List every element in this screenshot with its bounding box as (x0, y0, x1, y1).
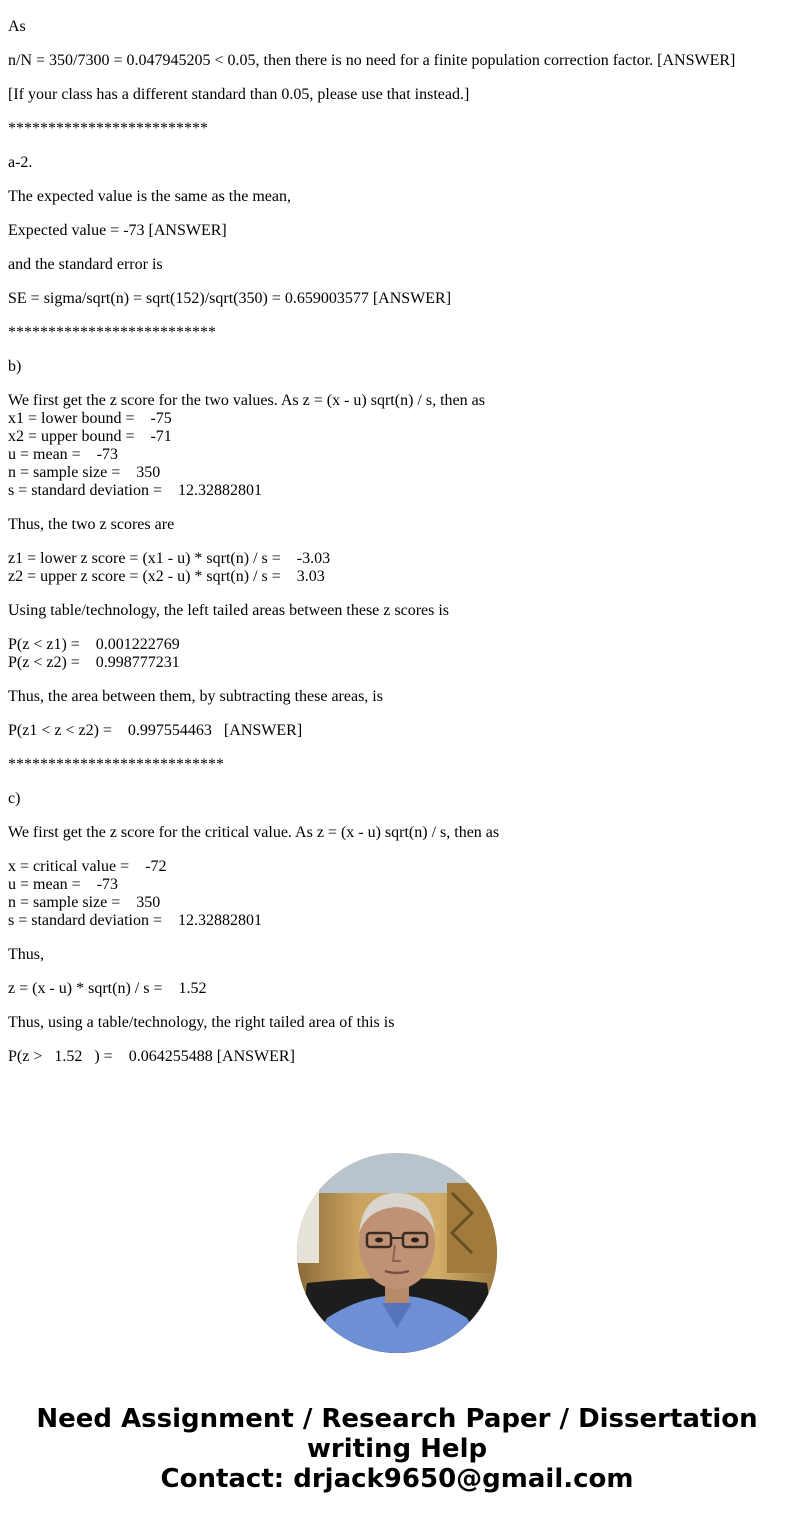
text-line: ************************* (8, 120, 208, 137)
text-line: Thus, using a table/technology, the right tailed area of this is (8, 1014, 395, 1031)
paragraph (8, 256, 788, 274)
paragraph (8, 824, 788, 842)
paragraph (8, 1048, 788, 1066)
text-line: As (8, 18, 26, 35)
text-line: We first get the z score for the critical value. As z = (x - u) sqrt(n) / s, then as (8, 824, 500, 841)
footer-contact: Contact: drjack9650@gmail.com (160, 1464, 634, 1494)
text-line: P(z1 < z < z2) = 0.997554463 [ANSWER] (8, 722, 303, 739)
paragraph (8, 756, 788, 774)
text-line: n = sample size = 350 (8, 464, 161, 481)
text-line: Expected value = -73 [ANSWER] (8, 222, 227, 239)
text-line: Thus, the area between them, by subtracting these areas, is (8, 688, 383, 705)
paragraph (8, 392, 788, 500)
paragraph (8, 550, 788, 586)
paragraph (8, 120, 788, 138)
paragraph (8, 18, 788, 36)
paragraph (8, 358, 788, 376)
paragraph (8, 86, 788, 104)
paragraph (8, 222, 788, 240)
paragraph (8, 722, 788, 740)
paragraph (8, 324, 788, 342)
paragraph (8, 188, 788, 206)
text-line: n = sample size = 350 (8, 894, 161, 911)
paragraph (8, 154, 788, 172)
text-line: The expected value is the same as the mean, (8, 188, 291, 205)
text-line: b) (8, 358, 22, 375)
paragraph (8, 52, 788, 70)
text-line: s = standard deviation = 12.32882801 (8, 912, 263, 929)
paragraph (8, 946, 788, 964)
text-line: x2 = upper bound = -71 (8, 428, 172, 445)
text-line: u = mean = -73 (8, 446, 119, 463)
text-line: x = critical value = -72 (8, 858, 167, 875)
paragraph (8, 980, 788, 998)
footer-line-1: Need Assignment / Research Paper / Dissertation (36, 1404, 758, 1434)
paragraph (8, 790, 788, 808)
footer-promo (0, 1404, 794, 1494)
paragraph (8, 636, 788, 672)
text-line: z1 = lower z score = (x1 - u) * sqrt(n) / s = -3.03 (8, 550, 331, 567)
text-line: SE = sigma/sqrt(n) = sqrt(152)/sqrt(350) = 0.659003577 [ANSWER] (8, 290, 452, 307)
text-line: P(z < z2) = 0.998777231 (8, 654, 180, 671)
text-line: s = standard deviation = 12.32882801 (8, 482, 263, 499)
person-photo-icon (297, 1153, 497, 1353)
paragraph (8, 290, 788, 308)
text-line: and the standard error is (8, 256, 163, 273)
text-line: x1 = lower bound = -75 (8, 410, 172, 427)
text-line: Thus, (8, 946, 44, 963)
text-line: P(z > 1.52 ) = 0.064255488 [ANSWER] (8, 1048, 295, 1065)
text-line: z = (x - u) * sqrt(n) / s = 1.52 (8, 980, 207, 997)
text-line: u = mean = -73 (8, 876, 119, 893)
text-line: P(z < z1) = 0.001222769 (8, 636, 180, 653)
text-line: We first get the z score for the two values. As z = (x - u) sqrt(n) / s, then as (8, 392, 485, 409)
paragraph (8, 1014, 788, 1032)
footer-line-2: writing Help (306, 1434, 488, 1464)
paragraph (8, 516, 788, 534)
text-line: c) (8, 790, 21, 807)
text-line: n/N = 350/7300 = 0.047945205 < 0.05, then there is no need for a finite population correction factor. [ANSWER] (8, 52, 736, 69)
text-line: *************************** (8, 756, 224, 773)
text-line: [If your class has a different standard than 0.05, please use that instead.] (8, 86, 470, 103)
text-line: z2 = upper z score = (x2 - u) * sqrt(n) / s = 3.03 (8, 568, 325, 585)
text-line: Thus, the two z scores are (8, 516, 175, 533)
text-line: ************************** (8, 324, 216, 341)
paragraph (8, 858, 788, 930)
paragraph (8, 688, 788, 706)
paragraph (8, 602, 788, 620)
author-avatar (297, 1153, 497, 1353)
solution-document (8, 18, 788, 1082)
text-line: Using table/technology, the left tailed areas between these z scores is (8, 602, 450, 619)
text-line: a-2. (8, 154, 33, 171)
